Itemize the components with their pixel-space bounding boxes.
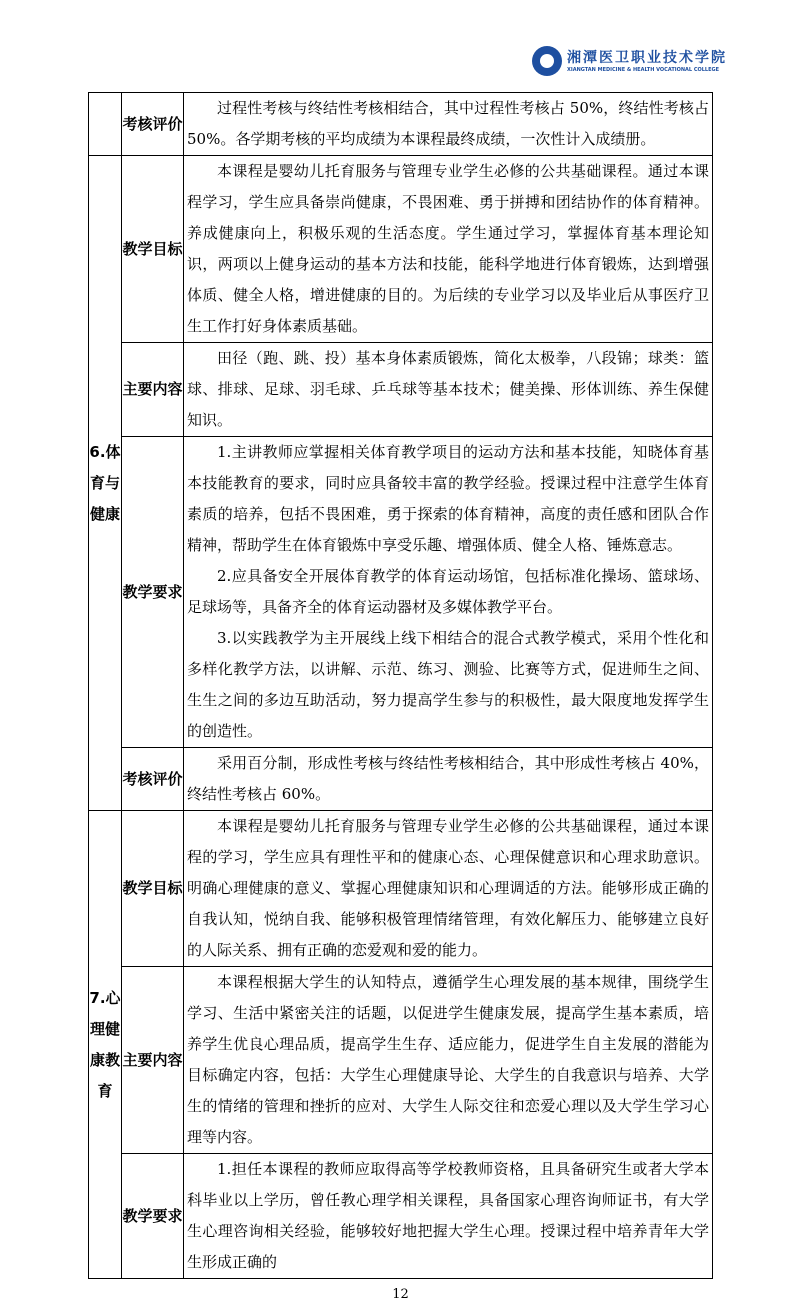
table-row — [89, 748, 713, 811]
row-label: 考核评价 — [122, 93, 184, 156]
row-label: 主要内容 — [122, 967, 184, 1154]
cell-text: 本课程是婴幼儿托育服务与管理专业学生必修的公共基础课程。通过本课程学习，学生应具备崇尚健康，不畏困难、勇于拼搏和团结协作的体育精神。养成健康向上，积极乐观的生活态度。学生通过学习，掌握体育基本理论知识，两项以上健身运动的基本方法和技能，能科学地进行体育锻炼，达到增强体质、健全人格，增进健康的目的。为后续的专业学习以及毕业后从事医疗卫生工作打好身体素质基础。 — [187, 162, 709, 335]
row-label: 教学要求 — [122, 1154, 184, 1279]
table-row — [89, 343, 713, 437]
cell-text: 2.应具备安全开展体育教学的体育运动场馆，包括标准化操场、篮球场、足球场等，具备齐全的体育运动器材及多媒体教学平台。 — [187, 567, 709, 616]
course-name: 7.心理健康教育 — [89, 811, 122, 1279]
table-row — [89, 967, 713, 1154]
cell-text: 1.主讲教师应掌握相关体育教学项目的运动方法和基本技能，知晓体育基本技能教育的要求，同时应具备较丰富的教学经验。授课过程中注意学生体育素质的培养，包括不畏困难，勇于探索的体育精神，高度的责任感和团队合作精神，帮助学生在体育锻炼中享受乐趣、增强体质、健全人格、锤炼意志。 — [187, 443, 709, 554]
row-label: 主要内容 — [122, 343, 184, 437]
course-name: 6.体育与健康 — [89, 156, 122, 811]
cell-text: 1.担任本课程的教师应取得高等学校教师资格，且具备研究生或者大学本科毕业以上学历，曾任教心理学相关课程，具备国家心理咨询师证书，有大学生心理咨询相关经验，能够较好地把握大学生心理。授课过程中培养青年大学生形成正确的 — [187, 1160, 709, 1271]
table-row — [89, 437, 713, 748]
cell-text: 本课程是婴幼儿托育服务与管理专业学生必修的公共基础课程，通过本课程的学习，学生应具有理性平和的健康心态、心理保健意识和心理求助意识。明确心理健康的意义、掌握心理健康知识和心理调适的方法。能够形成正确的自我认知，悦纳自我、能够积极管理情绪管理，有效化解压力、能够建立良好的人际关系、拥有正确的恋爱观和爱的能力。 — [187, 817, 709, 959]
logo-chinese-name: 湘潭医卫职业技术学院 — [567, 49, 727, 66]
row-label: 考核评价 — [122, 748, 184, 811]
table-row — [89, 93, 713, 156]
cell-text: 本课程根据大学生的认知特点，遵循学生心理发展的基本规律，围绕学生学习、生活中紧密关注的话题，以促进学生健康发展，提高学生基本素质，培养学生优良心理品质，提高学生生存、适应能力，促进学生自主发展的潜能为目标确定内容，包括：大学生心理健康导论、大学生的自我意识与培养、大学生的情绪的管理和挫折的应对、大学生人际交往和恋爱心理以及大学生学习心理等内容。 — [187, 973, 709, 1146]
cell-text: 3.以实践教学为主开展线上线下相结合的混合式教学模式，采用个性化和多样化教学方法，以讲解、示范、练习、测验、比赛等方式，促进师生之间、生生之间的多边互助活动，努力提高学生参与的积极性，最大限度地发挥学生的创造性。 — [187, 629, 709, 740]
cell-text: 过程性考核与终结性考核相结合，其中过程性考核占 50%，终结性考核占 50%。各学期考核的平均成绩为本课程最终成绩，一次性计入成绩册。 — [187, 99, 709, 148]
row-label: 教学目标 — [122, 811, 184, 967]
table-row — [89, 1154, 713, 1279]
row-label: 教学要求 — [122, 437, 184, 748]
cell-text: 采用百分制，形成性考核与终结性考核相结合，其中形成性考核占 40%，终结性考核占 60%。 — [187, 754, 709, 803]
cell-text: 田径（跑、跳、投）基本身体素质锻炼，简化太极拳，八段锦；球类：篮球、排球、足球、羽毛球、乒乓球等基本技术；健美操、形体训练、养生保健知识。 — [187, 349, 709, 429]
row-label: 教学目标 — [122, 156, 184, 343]
curriculum-table — [88, 92, 713, 1279]
logo-english-name: XIANGTAN MEDICINE & HEALTH VOCATIONAL COLLEGE — [567, 66, 720, 73]
college-logo — [532, 46, 727, 76]
table-row — [89, 156, 713, 343]
college-seal-icon — [532, 46, 562, 76]
page-number: 12 — [392, 1287, 409, 1302]
table-row — [89, 811, 713, 967]
